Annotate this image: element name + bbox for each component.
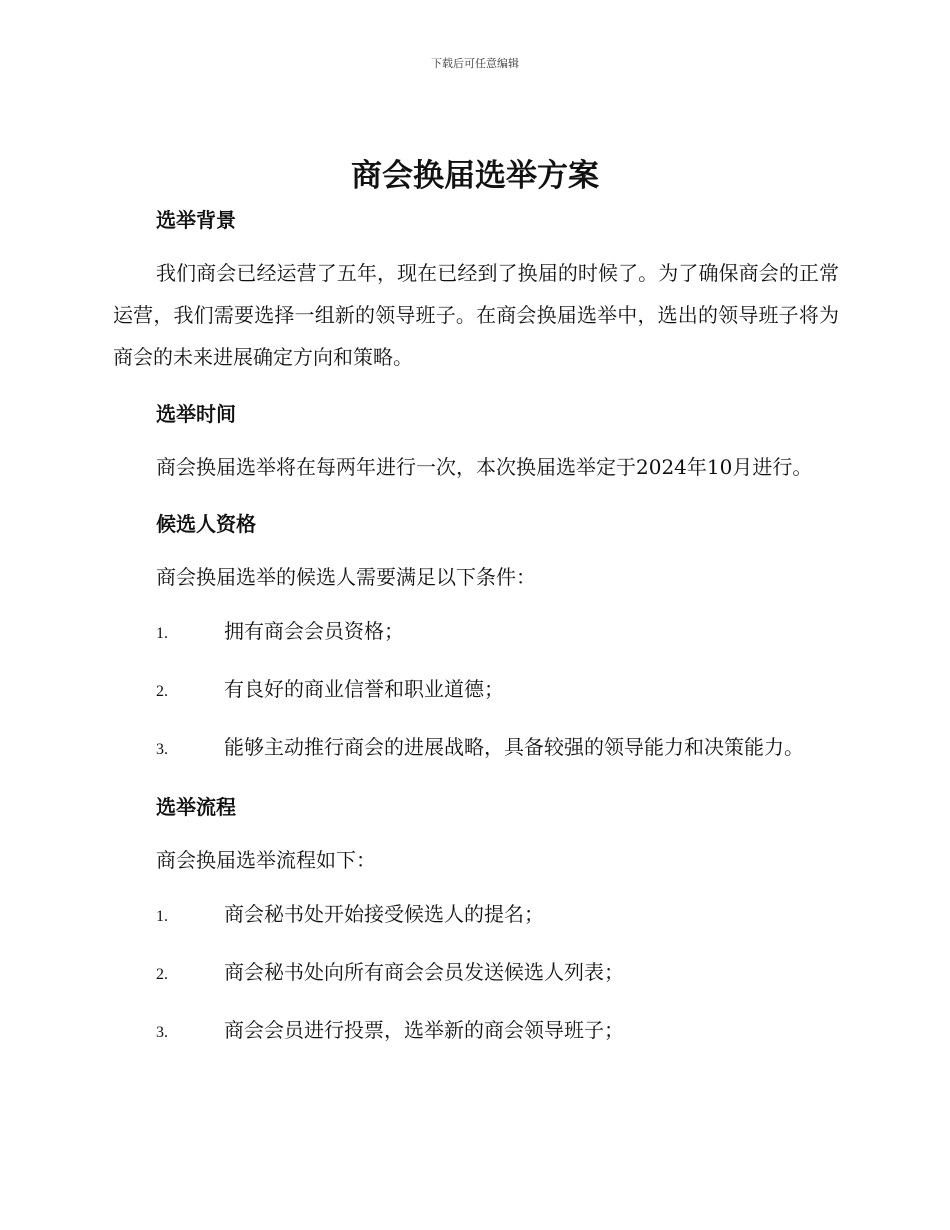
section-paragraph-background: 我们商会已经运营了五年，现在已经到了换届的时候了。为了确保商会的正常运营，我们需要选择一组新的领导班子。在商会换届选举中，选出的领导班子将为商会的未来进展确定方向和策略。 [113, 261, 839, 369]
list-item-number: 1. [156, 908, 168, 925]
list-item-number: 2. [156, 683, 168, 700]
list-item-text: 商会秘书处向所有商会会员发送候选人列表； [224, 960, 624, 984]
list-item-number: 3. [156, 1024, 168, 1041]
list-item [113, 893, 839, 938]
document-body [113, 200, 839, 1067]
document-title: 商会换届选举方案 [351, 158, 599, 194]
list-item [113, 726, 839, 771]
section-intro-eligibility: 商会换届选举的候选人需要满足以下条件： [156, 565, 536, 589]
section-heading-eligibility: 候选人资格 [156, 512, 256, 536]
section-heading-background: 选举背景 [156, 208, 236, 232]
list-item-number: 2. [156, 966, 168, 983]
list-item-number: 3. [156, 741, 168, 758]
section-heading-process: 选举流程 [156, 795, 236, 819]
list-item-text: 商会秘书处开始接受候选人的提名； [224, 902, 544, 926]
list-item-text: 商会会员进行投票，选举新的商会领导班子； [224, 1018, 624, 1042]
section-heading-time: 选举时间 [156, 402, 236, 426]
list-item-text: 拥有商会会员资格； [224, 619, 404, 643]
list-item [113, 951, 839, 996]
list-item-number: 1. [156, 625, 168, 642]
list-item [113, 1009, 839, 1054]
list-item [113, 668, 839, 713]
list-item [113, 610, 839, 655]
section-intro-process: 商会换届选举流程如下： [156, 848, 376, 872]
list-item-text: 能够主动推行商会的进展战略，具备较强的领导能力和决策能力。 [224, 735, 804, 759]
section-paragraph-time: 商会换届选举将在每两年进行一次，本次换届选举定于2024年10月进行。 [156, 455, 813, 479]
list-item-text: 有良好的商业信誉和职业道德； [224, 677, 504, 701]
header-note: 下载后可任意编辑 [431, 57, 519, 70]
